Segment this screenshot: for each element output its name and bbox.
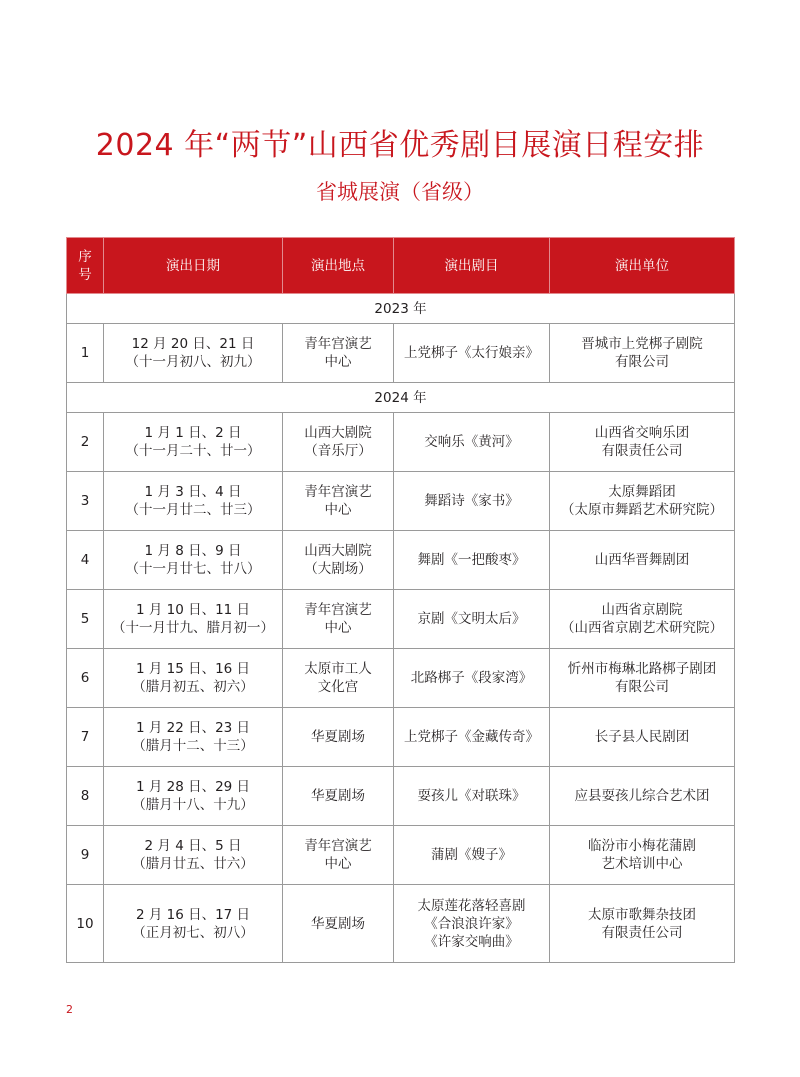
table-row xyxy=(67,885,735,963)
cell-troupe-line: 太原舞蹈团 xyxy=(608,484,676,500)
cell-program-line: 京剧《文明太后》 xyxy=(417,611,526,627)
cell-troupe-line: 临汾市小梅花蒲剧 xyxy=(588,838,696,854)
cell-program xyxy=(394,472,550,531)
cell-venue-line: 青年宫演艺 xyxy=(304,484,372,500)
row-number: 4 xyxy=(67,531,104,590)
cell-program-line: 上党梆子《金藏传奇》 xyxy=(404,729,539,745)
row-number: 2 xyxy=(67,413,104,472)
cell-date xyxy=(104,826,283,885)
cell-troupe xyxy=(550,767,735,826)
cell-date-line: 1 月 1 日、2 日 xyxy=(144,425,242,441)
table-row xyxy=(67,413,735,472)
cell-venue-line: 青年宫演艺 xyxy=(304,838,372,854)
cell-date xyxy=(104,472,283,531)
cell-venue-line: 中心 xyxy=(324,856,352,872)
cell-date-line: （十一月初八、初九） xyxy=(125,354,261,370)
cell-program-line: 太原莲花落轻喜剧 xyxy=(417,897,526,914)
cell-program-line: 《许家交响曲》 xyxy=(424,933,519,950)
cell-date-line: （腊月初五、初六） xyxy=(132,679,254,695)
page-title: 2024 年“两节”山西省优秀剧目展演日程安排 xyxy=(95,128,705,163)
row-number: 1 xyxy=(67,324,104,383)
cell-program xyxy=(394,767,550,826)
cell-program xyxy=(394,649,550,708)
cell-date-line: （腊月廿五、廿六） xyxy=(132,856,254,872)
schedule-table xyxy=(66,237,735,963)
cell-date-line: 1 月 8 日、9 日 xyxy=(144,543,242,559)
cell-troupe-line: 有限公司 xyxy=(615,354,669,370)
cell-program-line: 北路梆子《段家湾》 xyxy=(410,670,533,686)
cell-troupe-line: 太原市歌舞杂技团 xyxy=(588,906,696,923)
table-row xyxy=(67,472,735,531)
year-row xyxy=(67,383,735,413)
cell-venue xyxy=(283,324,394,383)
cell-troupe-line: 长子县人民剧团 xyxy=(594,729,690,745)
cell-program xyxy=(394,885,550,963)
cell-date-line: （十一月二十、廿一） xyxy=(125,443,261,459)
cell-date-line: （正月初七、初八） xyxy=(132,924,254,941)
cell-program-line: 舞蹈诗《家书》 xyxy=(424,493,519,509)
cell-venue xyxy=(283,413,394,472)
table-row xyxy=(67,708,735,767)
header-venue: 演出地点 xyxy=(283,238,394,294)
cell-venue-line: 中心 xyxy=(324,620,352,636)
cell-venue-line: 华夏剧场 xyxy=(311,729,365,745)
cell-venue-line: （音乐厅） xyxy=(304,443,372,459)
cell-date xyxy=(104,413,283,472)
cell-date xyxy=(104,708,283,767)
cell-venue-line: 青年宫演艺 xyxy=(304,336,372,352)
cell-program-line: 《合浪浪许家》 xyxy=(424,915,519,932)
cell-troupe xyxy=(550,472,735,531)
cell-troupe-line: 有限公司 xyxy=(615,679,669,695)
cell-troupe xyxy=(550,531,735,590)
cell-date xyxy=(104,590,283,649)
row-number: 5 xyxy=(67,590,104,649)
table-row xyxy=(67,649,735,708)
year-label: 2024 年 xyxy=(67,383,735,413)
cell-troupe-line: 山西省京剧院 xyxy=(601,602,683,618)
cell-troupe xyxy=(550,826,735,885)
table-row xyxy=(67,826,735,885)
cell-date xyxy=(104,885,283,963)
cell-troupe-line: 山西省交响乐团 xyxy=(594,425,690,441)
cell-troupe-line: 忻州市梅琳北路梆子剧团 xyxy=(567,661,717,677)
cell-program xyxy=(394,590,550,649)
cell-venue xyxy=(283,885,394,963)
cell-venue xyxy=(283,472,394,531)
cell-troupe-line: （山西省京剧艺术研究院） xyxy=(561,620,723,636)
cell-date-line: （腊月十二、十三） xyxy=(132,738,254,754)
cell-venue-line: 华夏剧场 xyxy=(311,915,365,932)
cell-troupe xyxy=(550,708,735,767)
table-row xyxy=(67,324,735,383)
page-subtitle: 省城展演（省级） xyxy=(316,180,484,204)
cell-program-line: 交响乐《黄河》 xyxy=(424,434,519,450)
cell-troupe-line: 有限责任公司 xyxy=(601,924,683,941)
cell-venue-line: 中心 xyxy=(324,354,352,370)
cell-date-line: 2 月 16 日、17 日 xyxy=(135,906,251,923)
cell-troupe xyxy=(550,649,735,708)
year-label: 2023 年 xyxy=(67,294,735,324)
cell-date-line: 2 月 4 日、5 日 xyxy=(144,838,242,854)
header-program: 演出剧目 xyxy=(394,238,550,294)
cell-venue-line: 中心 xyxy=(324,502,352,518)
cell-venue xyxy=(283,826,394,885)
cell-venue xyxy=(283,767,394,826)
cell-program-line: 舞剧《一把酸枣》 xyxy=(417,552,526,568)
cell-venue-line: 青年宫演艺 xyxy=(304,602,372,618)
cell-date-line: 1 月 15 日、16 日 xyxy=(135,661,251,677)
cell-troupe xyxy=(550,413,735,472)
cell-troupe-line: 艺术培训中心 xyxy=(601,856,683,872)
cell-date-line: （十一月廿七、廿八） xyxy=(125,561,261,577)
row-number: 7 xyxy=(67,708,104,767)
cell-program xyxy=(394,826,550,885)
year-row xyxy=(67,294,735,324)
cell-date-line: 12 月 20 日、21 日 xyxy=(131,336,255,352)
cell-date xyxy=(104,531,283,590)
cell-program-line: 耍孩儿《对联珠》 xyxy=(417,788,526,804)
table-row xyxy=(67,590,735,649)
cell-troupe xyxy=(550,885,735,963)
cell-date-line: 1 月 28 日、29 日 xyxy=(135,779,251,795)
cell-troupe-line: 应县耍孩儿综合艺术团 xyxy=(574,788,710,804)
cell-venue-line: 山西大剧院 xyxy=(304,425,372,441)
table-body xyxy=(67,294,735,963)
table-header-row xyxy=(67,238,735,294)
table-row xyxy=(67,531,735,590)
cell-troupe-line: 山西华晋舞剧团 xyxy=(594,552,690,568)
cell-venue xyxy=(283,590,394,649)
header-no: 序 号 xyxy=(67,238,104,294)
cell-venue-line: 山西大剧院 xyxy=(304,543,372,559)
cell-venue-line: 文化宫 xyxy=(317,679,359,695)
cell-program xyxy=(394,531,550,590)
row-number: 9 xyxy=(67,826,104,885)
cell-troupe xyxy=(550,324,735,383)
cell-program xyxy=(394,324,550,383)
cell-date-line: （十一月廿九、腊月初一） xyxy=(112,620,274,636)
cell-venue-line: 太原市工人 xyxy=(304,661,372,677)
row-number: 10 xyxy=(67,885,104,963)
cell-troupe-line: 有限责任公司 xyxy=(601,443,683,459)
cell-venue-line: 华夏剧场 xyxy=(311,788,365,804)
cell-venue xyxy=(283,708,394,767)
cell-venue-line: （大剧场） xyxy=(304,561,372,577)
cell-troupe-line: （太原市舞蹈艺术研究院） xyxy=(561,502,723,518)
cell-program xyxy=(394,413,550,472)
cell-date-line: 1 月 22 日、23 日 xyxy=(135,720,251,736)
cell-venue xyxy=(283,531,394,590)
cell-program xyxy=(394,708,550,767)
cell-date xyxy=(104,767,283,826)
cell-program-line: 蒲剧《嫂子》 xyxy=(431,847,512,863)
cell-date xyxy=(104,649,283,708)
cell-troupe xyxy=(550,590,735,649)
cell-date-line: （十一月廿二、廿三） xyxy=(125,502,261,518)
cell-date-line: （腊月十八、十九） xyxy=(132,797,254,813)
row-number: 8 xyxy=(67,767,104,826)
cell-date-line: 1 月 10 日、11 日 xyxy=(135,602,251,618)
row-number: 3 xyxy=(67,472,104,531)
cell-date-line: 1 月 3 日、4 日 xyxy=(144,484,242,500)
header-date: 演出日期 xyxy=(104,238,283,294)
cell-venue xyxy=(283,649,394,708)
cell-troupe-line: 晋城市上党梆子剧院 xyxy=(581,336,703,352)
header-troupe: 演出单位 xyxy=(550,238,735,294)
cell-date xyxy=(104,324,283,383)
table-row xyxy=(67,767,735,826)
cell-program-line: 上党梆子《太行娘亲》 xyxy=(404,345,539,361)
page-number: 2 xyxy=(66,1003,73,1016)
row-number: 6 xyxy=(67,649,104,708)
